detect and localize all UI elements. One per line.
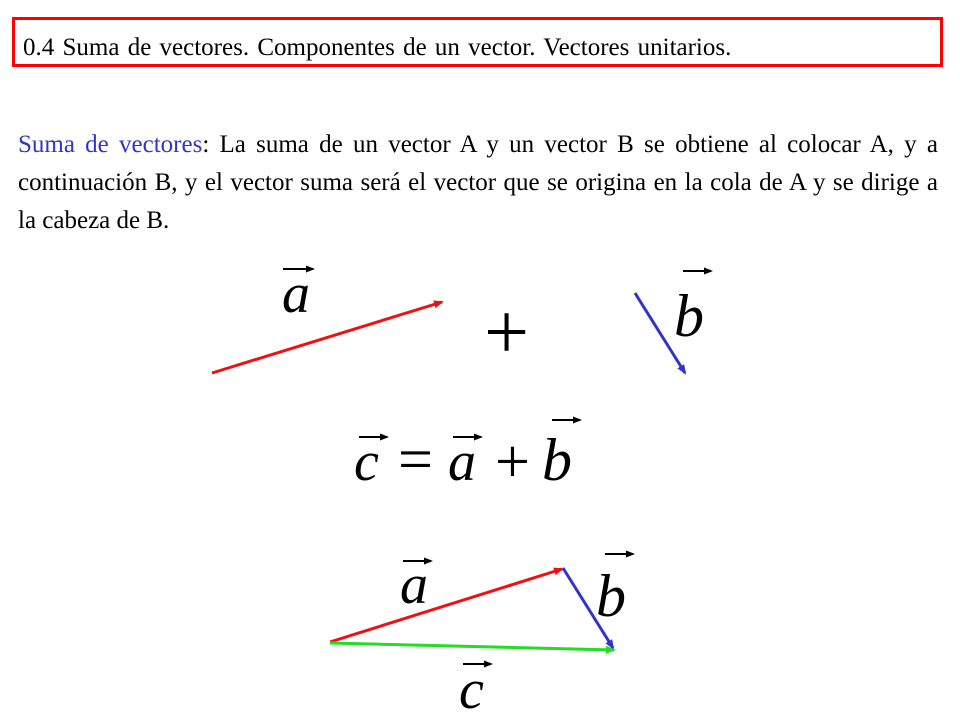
equation-equals: = [398,426,433,494]
equation-a: a [448,431,476,493]
vector-c-bottom [330,643,614,650]
label-a-top-text: a [282,263,310,325]
section-title: 0.4 Suma de vectores. Componentes de un vector. Vectores unitarios. [12,17,943,67]
label-a-bottom [400,554,431,616]
definition-colon: : [202,131,210,158]
label-a-top [282,263,313,325]
definition-term: Suma de vectores [18,131,203,158]
label-b-top [674,271,711,349]
plus-sign-text: + [484,289,530,377]
vector-a-top [212,302,442,373]
equation-b: b [542,427,572,493]
equation-plus: + [495,428,530,496]
vector-a-bottom [330,569,562,642]
label-b-top-text: b [674,283,704,349]
label-c-bottom-text: c [459,659,484,720]
equation [354,420,580,496]
plus-sign [484,289,529,377]
label-a-bottom-text: a [400,554,428,616]
label-b-bottom-text: b [596,563,626,629]
definition-body: La suma de un vector A y un vector B se obtiene al colocar A, y a continuación B, y el vector suma será el vector que se origina en la cola de A y se dirige a la cabeza de B. [18,131,938,234]
equation-c: c [354,431,379,493]
label-b-bottom [596,554,633,629]
label-c-bottom [459,659,491,720]
